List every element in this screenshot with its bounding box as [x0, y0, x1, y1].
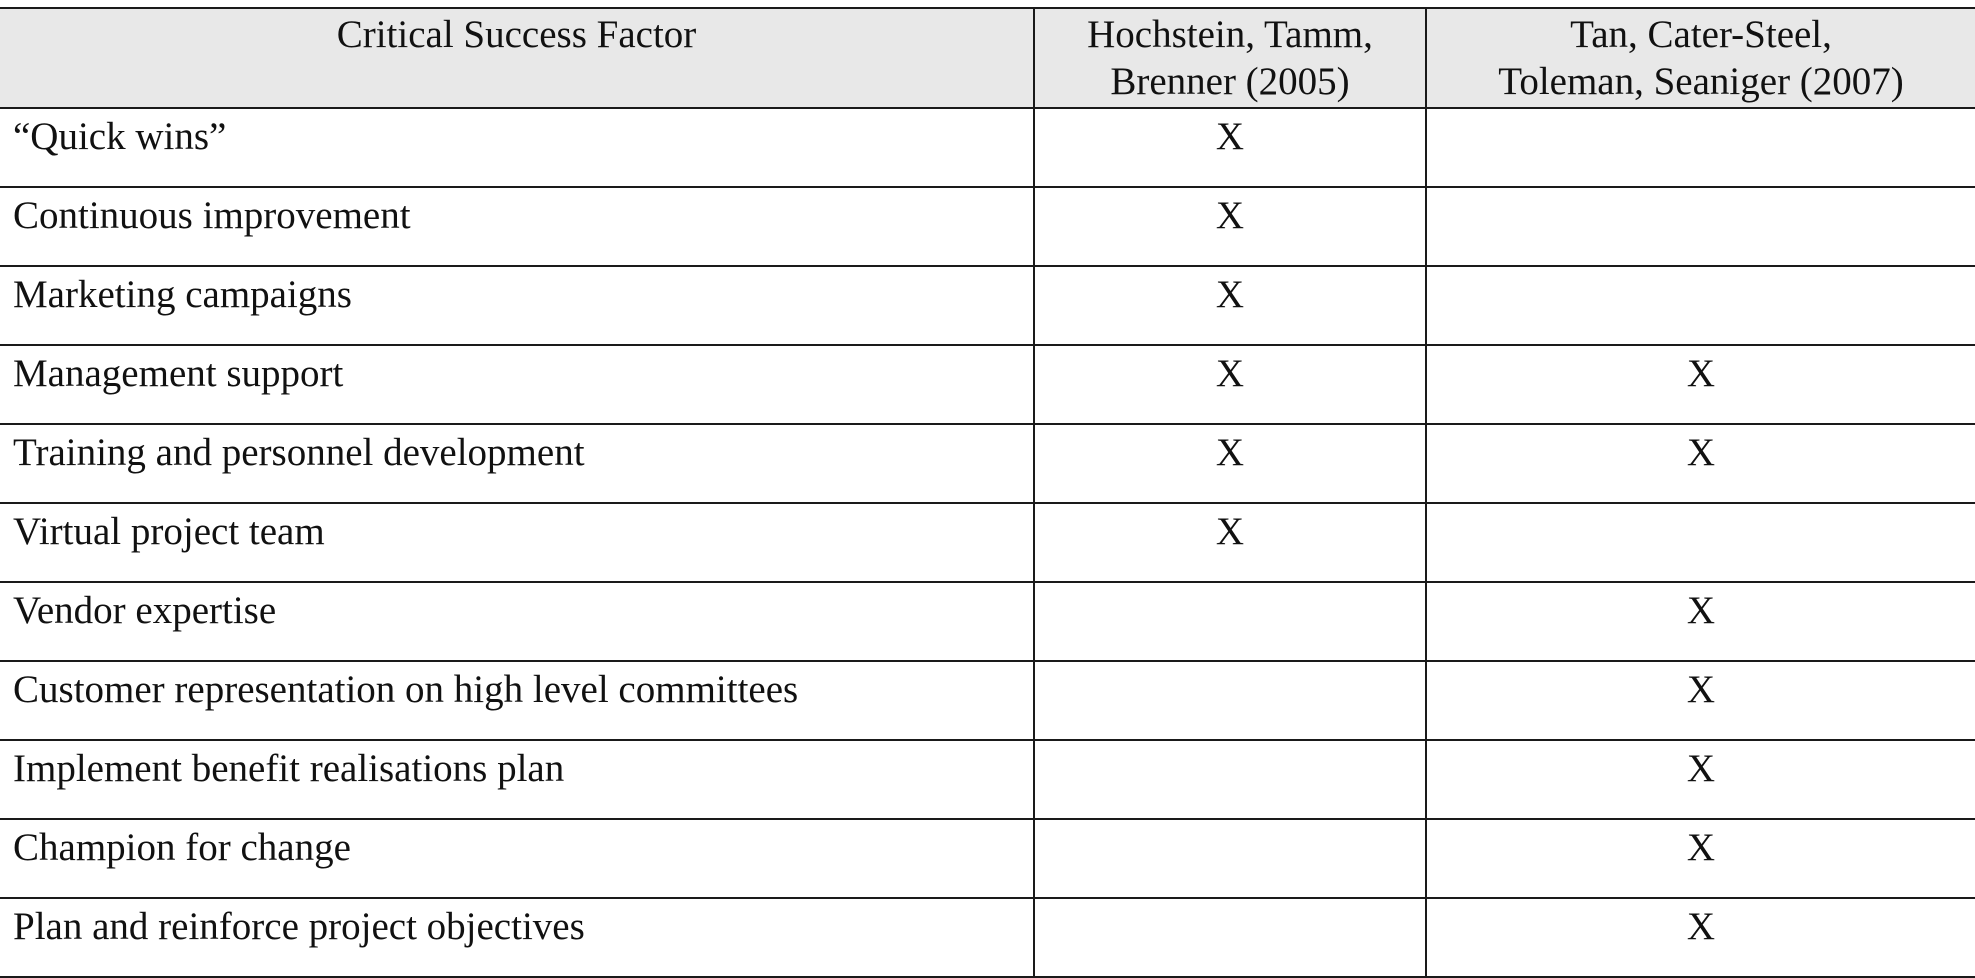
- tan-mark-cell: X: [1426, 345, 1975, 424]
- hochstein-mark-cell: X: [1034, 424, 1426, 503]
- factor-cell: Continuous improvement: [0, 187, 1034, 266]
- tan-mark-cell: X: [1426, 424, 1975, 503]
- table-row: [0, 345, 1975, 424]
- table-row: [0, 108, 1975, 187]
- table-row: [0, 582, 1975, 661]
- hochstein-mark-cell: [1034, 661, 1426, 740]
- header-critical-success-factor: [0, 8, 1034, 108]
- tan-mark-cell: [1426, 187, 1975, 266]
- tan-mark-cell: X: [1426, 582, 1975, 661]
- header-line: Toleman, Seaniger (2007): [1498, 60, 1904, 103]
- table-row: [0, 819, 1975, 898]
- hochstein-mark-cell: X: [1034, 108, 1426, 187]
- factor-cell: Virtual project team: [0, 503, 1034, 582]
- factor-cell: Management support: [0, 345, 1034, 424]
- header-line: Tan, Cater-Steel,: [1570, 13, 1832, 56]
- table-row: [0, 740, 1975, 819]
- table-row: [0, 898, 1975, 977]
- tan-mark-cell: X: [1426, 661, 1975, 740]
- factor-cell: Plan and reinforce project objectives: [0, 898, 1034, 977]
- factor-cell: “Quick wins”: [0, 108, 1034, 187]
- hochstein-mark-cell: [1034, 582, 1426, 661]
- hochstein-mark-cell: X: [1034, 345, 1426, 424]
- tan-mark-cell: X: [1426, 819, 1975, 898]
- factor-cell: Training and personnel development: [0, 424, 1034, 503]
- hochstein-mark-cell: X: [1034, 503, 1426, 582]
- factor-cell: Customer representation on high level committees: [0, 661, 1034, 740]
- header-line: Critical Success Factor: [336, 13, 697, 56]
- table-body: [0, 108, 1975, 977]
- tan-mark-cell: [1426, 108, 1975, 187]
- table-row: [0, 266, 1975, 345]
- header-line: Brenner (2005): [1110, 60, 1350, 103]
- hochstein-mark-cell: [1034, 740, 1426, 819]
- header-line: Hochstein, Tamm,: [1087, 13, 1373, 56]
- factor-cell: Champion for change: [0, 819, 1034, 898]
- hochstein-mark-cell: X: [1034, 187, 1426, 266]
- factor-cell: Vendor expertise: [0, 582, 1034, 661]
- critical-success-factors-table: [0, 7, 1975, 978]
- header-tan-2007: [1426, 8, 1975, 108]
- tan-mark-cell: X: [1426, 740, 1975, 819]
- hochstein-mark-cell: X: [1034, 266, 1426, 345]
- tan-mark-cell: X: [1426, 898, 1975, 977]
- table-row: [0, 424, 1975, 503]
- tan-mark-cell: [1426, 266, 1975, 345]
- tan-mark-cell: [1426, 503, 1975, 582]
- table-row: [0, 187, 1975, 266]
- factor-cell: Marketing campaigns: [0, 266, 1034, 345]
- header-row: [0, 8, 1975, 108]
- factor-cell: Implement benefit realisations plan: [0, 740, 1034, 819]
- table-row: [0, 503, 1975, 582]
- hochstein-mark-cell: [1034, 819, 1426, 898]
- header-hochstein-2005: [1034, 8, 1426, 108]
- table-row: [0, 661, 1975, 740]
- hochstein-mark-cell: [1034, 898, 1426, 977]
